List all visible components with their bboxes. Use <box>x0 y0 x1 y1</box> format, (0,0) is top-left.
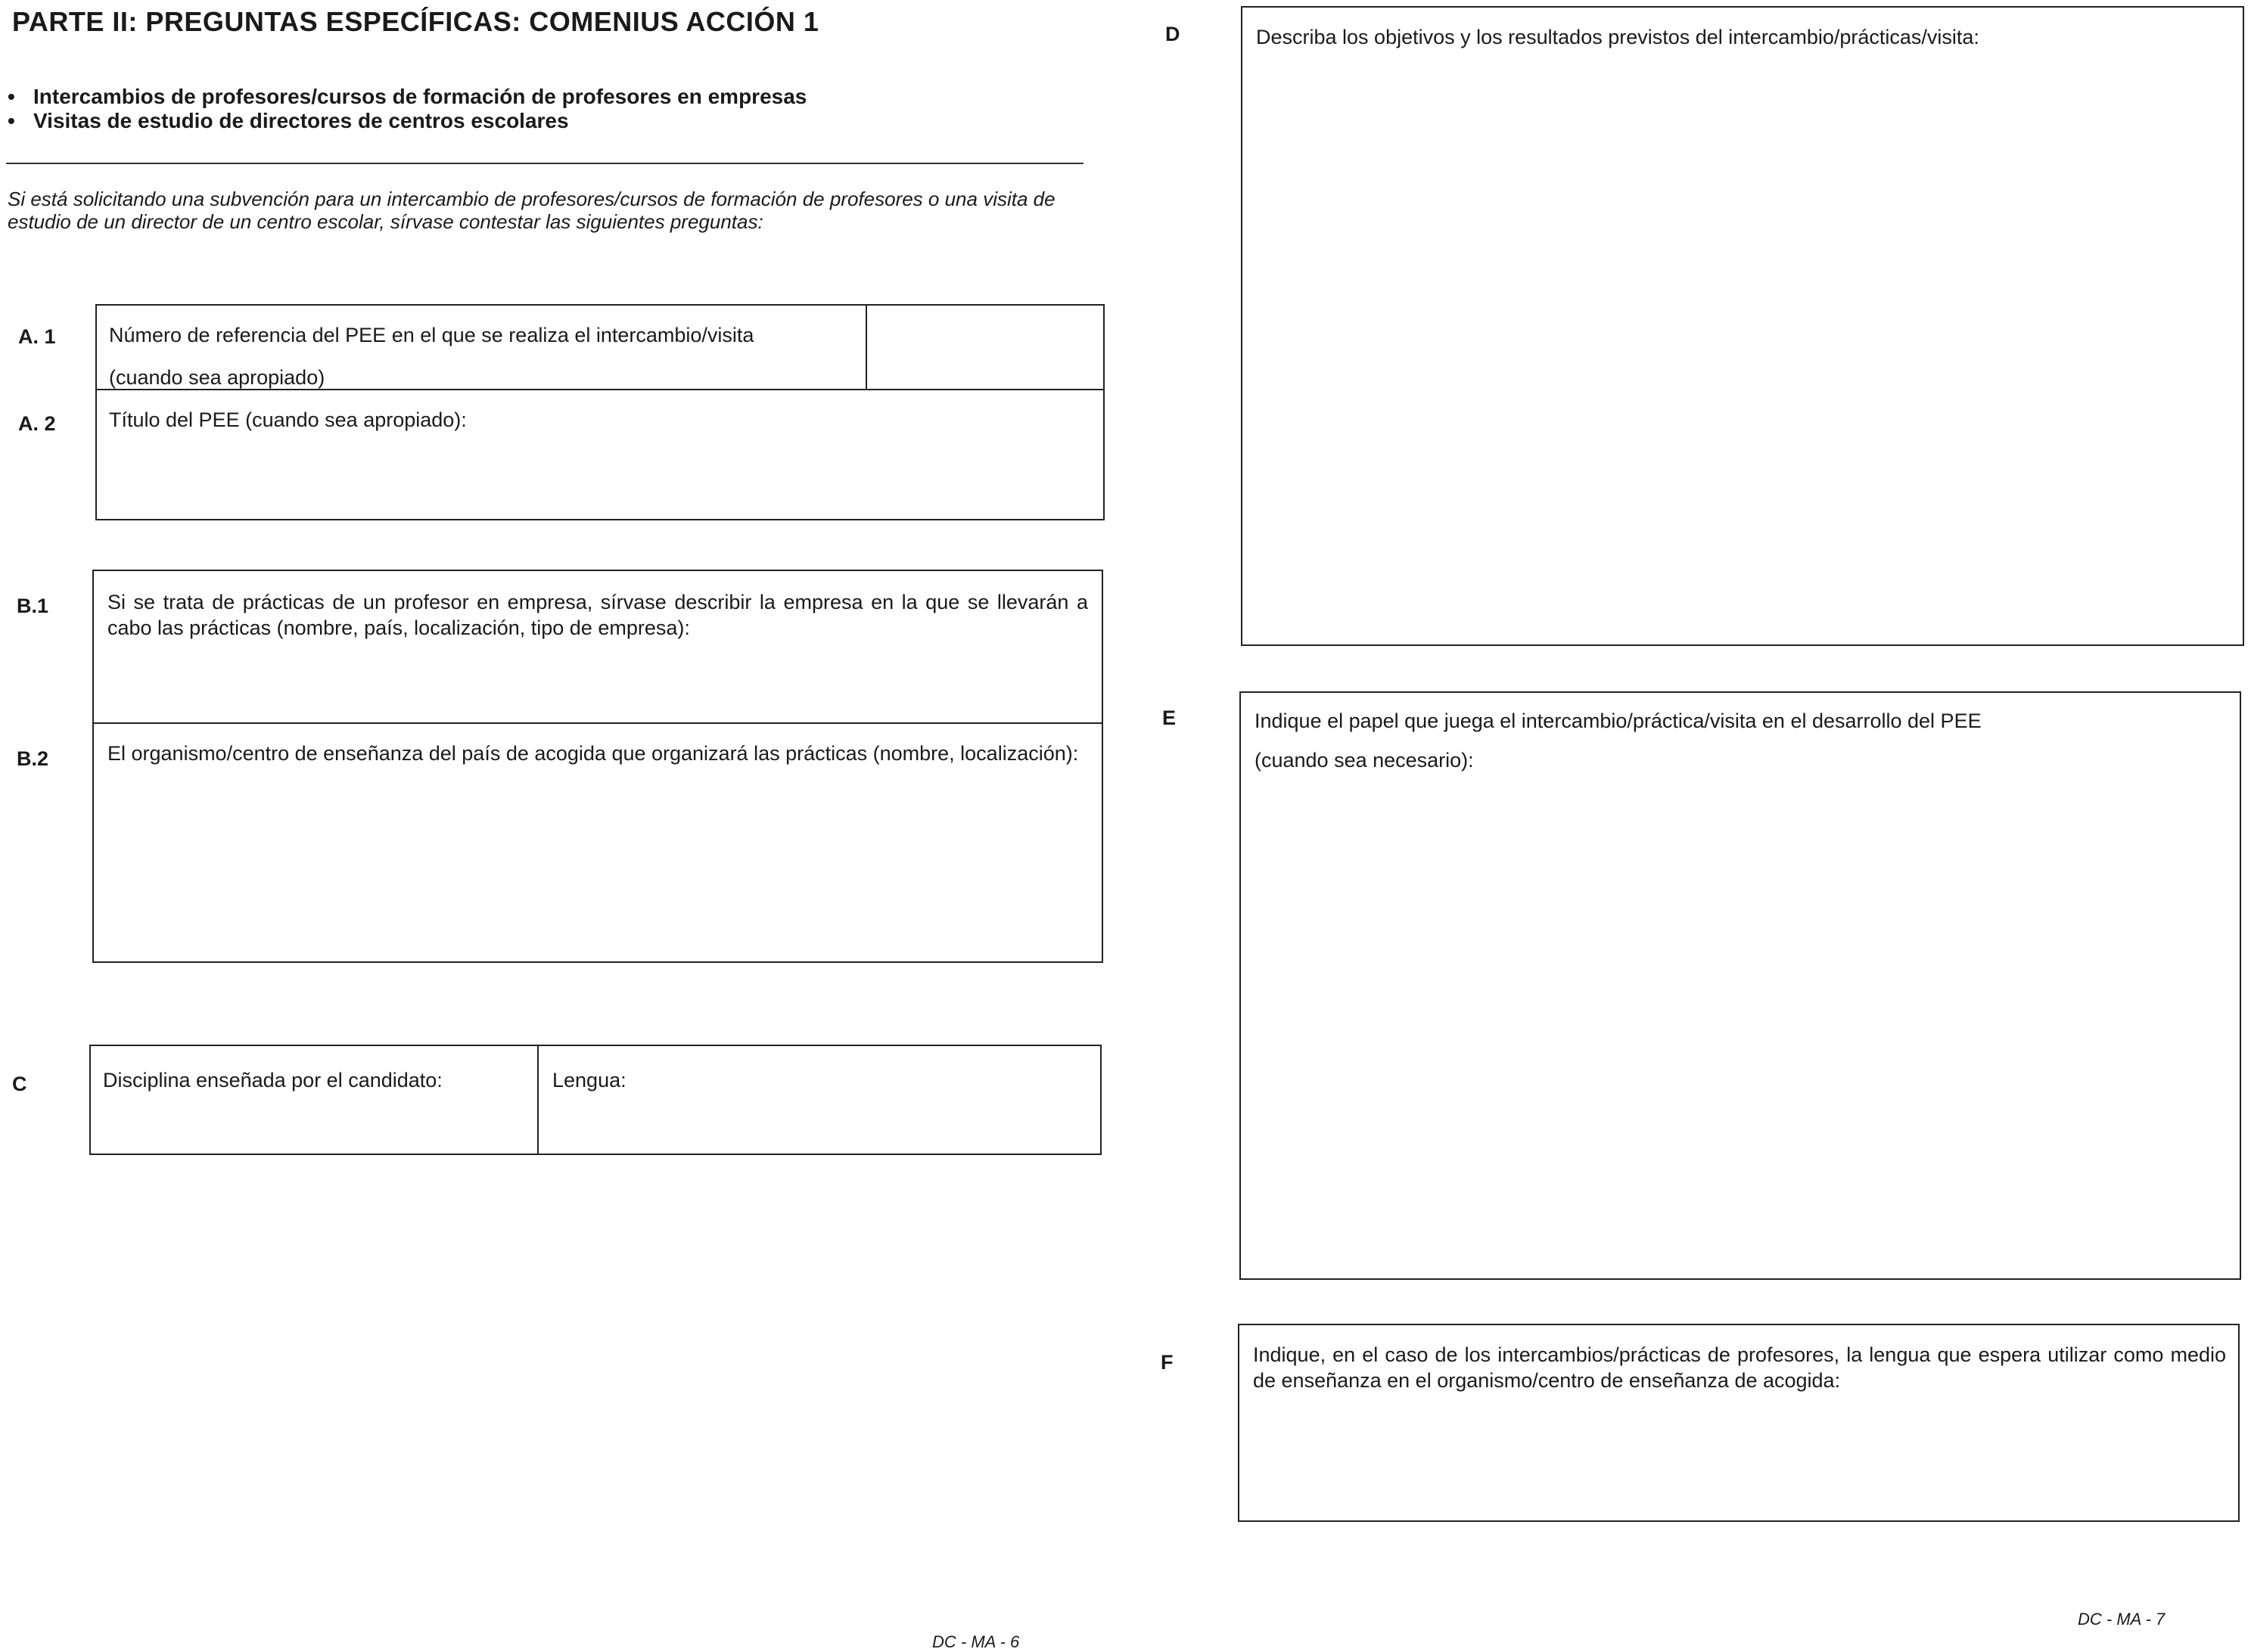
label-e: E <box>1162 706 1177 729</box>
box-d <box>1241 6 2244 646</box>
field-b1-input[interactable] <box>94 647 1102 721</box>
field-c-language-input[interactable] <box>539 1099 1097 1154</box>
label-f: F <box>1161 1351 1174 1374</box>
field-a1-label: Número de referencia del PEE en el que se realiza el intercambio/visita <box>109 324 754 346</box>
bullet-glyph: • <box>8 109 15 132</box>
label-c: C <box>12 1073 27 1095</box>
field-d-input[interactable] <box>1242 61 2243 644</box>
field-e-label: Indique el papel que juega el intercambio/práctica/visita en el desarrollo del PEE <box>1255 710 1982 732</box>
label-a2: A. 2 <box>18 412 56 435</box>
bullet-item <box>8 85 807 109</box>
field-b2-input[interactable] <box>94 798 1102 960</box>
field-d-label: Describa los objetivos y los resultados previstos del intercambio/prácticas/visita: <box>1256 26 1979 48</box>
bullet-text: Visitas de estudio de directores de centros escolares <box>33 109 569 132</box>
bullet-list <box>8 85 807 133</box>
bullet-glyph: • <box>8 85 15 108</box>
field-a2-input[interactable] <box>97 439 1103 519</box>
page-footer-right: DC - MA - 7 <box>2078 1610 2165 1629</box>
section-divider <box>6 163 1084 164</box>
box-f <box>1238 1324 2240 1522</box>
field-a2-label: Título del PEE (cuando sea apropiado): <box>109 408 467 431</box>
box-b <box>92 570 1103 963</box>
label-a1: A. 1 <box>18 325 56 348</box>
field-e-label-note: (cuando sea necesario): <box>1255 749 1474 772</box>
field-f-input[interactable] <box>1239 1401 2238 1520</box>
label-b1: B.1 <box>17 595 49 617</box>
bullet-item <box>8 109 807 133</box>
field-c-discipline-label: Disciplina enseñada por el candidato: <box>103 1069 443 1092</box>
intro-text: Si está solicitando una subvención para un intercambio de profesores/cursos de formación de profesores o una visita de estudio de un director de un centro escolar, sírvase contestar las siguientes preguntas: <box>8 188 1056 233</box>
label-d: D <box>1165 23 1180 45</box>
field-e-input[interactable] <box>1241 781 2240 1278</box>
box-c <box>89 1045 1102 1155</box>
page-footer-left: DC - MA - 6 <box>932 1632 1020 1651</box>
field-b2-label: El organismo/centro de enseñanza del país de acogida que organizará las prácticas (nombre, localización): <box>107 742 1079 765</box>
row-divider <box>94 722 1102 724</box>
bullet-text: Intercambios de profesores/cursos de formación de profesores en empresas <box>33 85 807 108</box>
field-a1-label-note: (cuando sea apropiado) <box>109 366 325 389</box>
field-a1-input[interactable] <box>867 306 1103 387</box>
page-title: PARTE II: PREGUNTAS ESPECÍFICAS: COMENIUS ACCIÓN 1 <box>12 6 819 37</box>
box-a <box>95 304 1105 520</box>
field-c-language-label: Lengua: <box>552 1069 626 1092</box>
field-f-label: Indique, en el caso de los intercambios/prácticas de profesores, la lengua que espera utilizar como medio de enseñanza en el organismo/centro de enseñanza de acogida: <box>1253 1343 2226 1392</box>
box-e <box>1239 691 2241 1280</box>
label-b2: B.2 <box>17 747 49 770</box>
field-c-discipline-input[interactable] <box>91 1099 536 1154</box>
field-b1-label: Si se trata de prácticas de un profesor en empresa, sírvase describir la empresa en la que se llevarán a cabo las prácticas (nombre, país, localización, tipo de empresa): <box>107 591 1088 639</box>
